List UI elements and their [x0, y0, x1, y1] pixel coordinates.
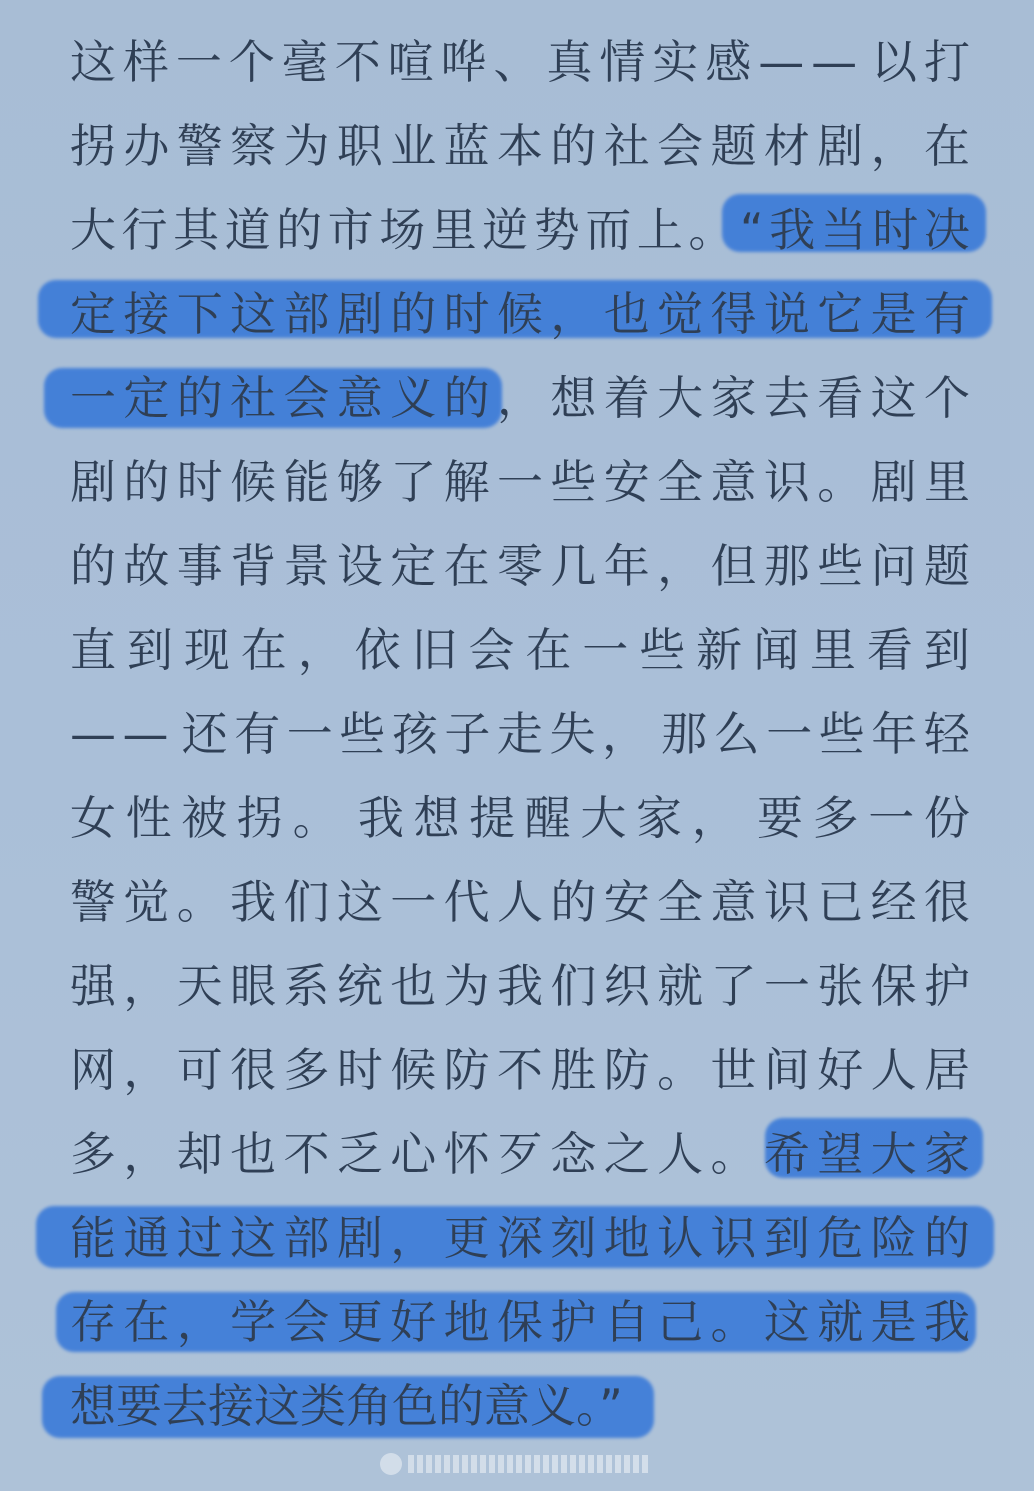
text-line: 强 ， 天 眼 系 统 也 为 我 们 织 就 了 一 张 保 护 — [70, 959, 970, 1013]
article-text — [70, 20, 970, 1448]
text-line — [70, 1364, 970, 1448]
line-text: 想要去接这类角色的意义。” — [70, 1379, 623, 1433]
text-line: — — 还 有 一 些 孩 子 走 失 ， 那 么 一 些 年 轻 — [70, 707, 970, 761]
text-line: 拐 办 警 察 为 职 业 蓝 本 的 社 会 题 材 剧 ， 在 — [70, 119, 970, 173]
watermark-logo — [380, 1450, 650, 1478]
text-line: 警 觉 。 我 们 这 一 代 人 的 安 全 意 识 已 经 很 — [70, 875, 970, 929]
watermark-bar — [408, 1455, 650, 1473]
text-line: 定 接 下 这 部 剧 的 时 候 ， 也 觉 得 说 它 是 有 — [70, 287, 970, 341]
text-line: 直 到 现 在 ， 依 旧 会 在 一 些 新 闻 里 看 到 — [70, 623, 970, 677]
text-line: 的 故 事 背 景 设 定 在 零 几 年 ， 但 那 些 问 题 — [70, 539, 970, 593]
text-line: 女 性 被 拐 。 我 想 提 醒 大 家 ， 要 多 一 份 — [70, 791, 970, 845]
text-line: 网 ， 可 很 多 时 候 防 不 胜 防 。 世 间 好 人 居 — [70, 1043, 970, 1097]
text-line: 存 在 ， 学 会 更 好 地 保 护 自 己 。 这 就 是 我 — [70, 1295, 970, 1349]
text-line: 这 样 一 个 毫 不 喧 哗 、 真 情 实 感 — — 以 打 — [70, 35, 970, 89]
text-line: 剧 的 时 候 能 够 了 解 一 些 安 全 意 识 。 剧 里 — [70, 455, 970, 509]
watermark-icon — [380, 1453, 402, 1475]
text-line: 多 ， 却 也 不 乏 心 怀 歹 念 之 人 。 希 望 大 家 — [70, 1127, 970, 1181]
text-line: 大 行 其 道 的 市 场 里 逆 势 而 上 。 “ 我 当 时 决 — [70, 203, 970, 257]
text-line: 能 通 过 这 部 剧 ， 更 深 刻 地 认 识 到 危 险 的 — [70, 1211, 970, 1265]
text-line: 一 定 的 社 会 意 义 的 ， 想 着 大 家 去 看 这 个 — [70, 371, 970, 425]
